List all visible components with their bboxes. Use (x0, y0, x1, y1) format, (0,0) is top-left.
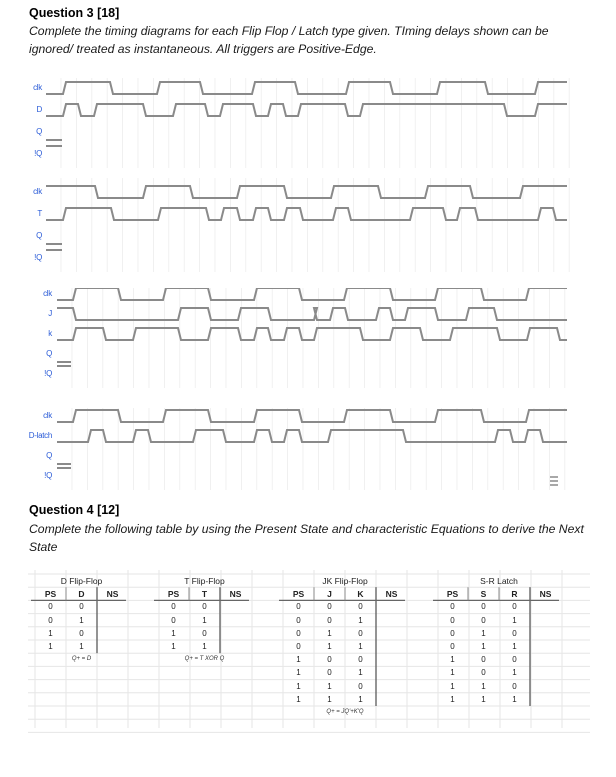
table-cell: 0 (358, 655, 363, 665)
table-cell: 1 (481, 694, 486, 704)
table-caption: S-R Latch (480, 576, 518, 586)
signal-label-t: T (37, 209, 42, 218)
table-cell: 0 (202, 602, 207, 612)
table-cell: 1 (481, 628, 486, 638)
waveform-d (46, 104, 567, 116)
column-header-ns: NS (539, 589, 552, 600)
table-cell: 0 (512, 655, 517, 665)
table-caption: T Flip-Flop (184, 576, 225, 586)
table-cell: 1 (512, 615, 517, 625)
table-cell: 0 (171, 615, 176, 625)
column-header-ns: NS (106, 589, 119, 600)
table-cell: 1 (481, 642, 486, 651)
column-header-r: R (511, 589, 518, 600)
signal-label-q: Q (36, 231, 42, 240)
column-header-j: J (327, 589, 332, 600)
table-cell: 1 (327, 642, 332, 651)
table-cell: 1 (512, 642, 517, 651)
signal-label-q: !Q (44, 471, 52, 480)
column-header-ns: NS (229, 589, 242, 600)
table-cell: 0 (481, 615, 486, 625)
table-cell: 0 (327, 602, 332, 612)
signal-label-d: D (36, 105, 42, 114)
table-cell: 1 (358, 615, 363, 625)
table-cell: 1 (79, 615, 84, 625)
signal-label-q: Q (46, 451, 52, 460)
characteristic-equation: Q+ = D (71, 656, 92, 663)
waveform-canvas (0, 408, 616, 490)
table-cell: 0 (79, 628, 84, 638)
table-cell: 1 (48, 628, 53, 638)
table-cell: 0 (358, 602, 363, 612)
table-cell: 0 (327, 655, 332, 665)
question-4-title: Question 4 [12] (29, 503, 120, 517)
signal-label-j: J (48, 309, 52, 318)
waveform-canvas (0, 178, 616, 272)
table-cell: 0 (79, 602, 84, 612)
column-header-d: D (78, 589, 85, 600)
table-cell: 1 (450, 681, 455, 691)
table-cell: 1 (327, 628, 332, 638)
characteristic-equation: Q+ = JQ'+K'Q (326, 709, 364, 715)
table-cell: 1 (48, 642, 53, 651)
table-cell: 0 (450, 615, 455, 625)
characteristic-equation: Q+ = T XOR Q (184, 656, 225, 663)
column-header-ps: PS (44, 589, 57, 600)
column-header-k: K (357, 589, 364, 600)
signal-label-q: Q (46, 349, 52, 358)
scroll-handle-icon[interactable] (550, 476, 558, 488)
table-cell: 0 (48, 602, 53, 612)
table-cell: 0 (512, 602, 517, 612)
table-cell: 1 (327, 694, 332, 704)
waveform-canvas (0, 78, 616, 168)
column-header-ps: PS (292, 589, 305, 600)
timing-diagram-d-latch (0, 408, 616, 490)
waveform-t (46, 208, 567, 220)
column-header-s: S (480, 589, 487, 600)
timing-diagram-jk-flipflop (0, 288, 616, 388)
table-cell: 1 (296, 694, 301, 704)
waveform-canvas (0, 288, 616, 388)
table-cell: 0 (358, 628, 363, 638)
table-cell: 1 (358, 642, 363, 651)
table-caption: JK Flip-Flop (322, 576, 368, 586)
signal-label-clk: clk (43, 411, 52, 420)
column-header-ps: PS (446, 589, 459, 600)
signal-label-clk: clk (43, 289, 52, 298)
table-cell: 0 (512, 681, 517, 691)
signal-label-clk: clk (33, 83, 42, 92)
column-header-ns: NS (385, 589, 398, 600)
table-cell: 0 (450, 642, 455, 651)
table-cell: 1 (171, 628, 176, 638)
table-cell: 0 (358, 681, 363, 691)
question-4-instructions: Complete the following table by using the Present State and characteristic Equations to derive the Next State (29, 522, 584, 554)
waveform-clk (46, 186, 567, 198)
table-cell: 1 (171, 642, 176, 651)
column-header-t: T (201, 589, 208, 600)
table-cell: 0 (481, 668, 486, 678)
state-tables (0, 570, 616, 740)
table-cell: 1 (358, 668, 363, 678)
question-3-instructions: Complete the timing diagrams for each Flip Flop / Latch type given. TIming delays shown can be ignored/ treated as instantaneous. All triggers are Positive-Edge. (29, 24, 549, 56)
table-cell: 1 (296, 681, 301, 691)
table-cell: 0 (296, 615, 301, 625)
timing-diagram-d-flipflop (0, 78, 616, 168)
table-cell: 1 (512, 694, 517, 704)
table-cell: 1 (450, 655, 455, 665)
table-cell: 1 (358, 694, 363, 704)
table-cell: 1 (202, 642, 207, 651)
table-cell: 1 (327, 681, 332, 691)
signal-label-q: !Q (44, 369, 52, 378)
table-cell: 0 (481, 655, 486, 665)
table-cell: 0 (296, 642, 301, 651)
table-cell: 1 (296, 655, 301, 665)
timing-diagram-t-flipflop (0, 178, 616, 272)
table-cell: 0 (481, 602, 486, 612)
table-cell: 0 (171, 602, 176, 612)
table-cell: 0 (450, 602, 455, 612)
table-cell: 0 (296, 628, 301, 638)
table-cell: 1 (512, 668, 517, 678)
signal-label-clk: clk (33, 187, 42, 196)
table-cell: 1 (481, 681, 486, 691)
table-cell: 0 (327, 668, 332, 678)
table-cell: 0 (48, 615, 53, 625)
table-cell: 0 (296, 602, 301, 612)
column-header-ps: PS (167, 589, 180, 600)
signal-label-dlatch: D-latch (28, 431, 52, 440)
table-cell: 1 (296, 668, 301, 678)
table-cell: 0 (202, 628, 207, 638)
table-cell: 1 (79, 642, 84, 651)
signal-label-q: !Q (34, 253, 42, 262)
table-cell: 1 (202, 615, 207, 625)
question-3-title: Question 3 [18] (29, 6, 120, 20)
table-cell: 0 (450, 628, 455, 638)
table-cell: 1 (450, 694, 455, 704)
table-cell: 0 (512, 628, 517, 638)
table-cell: 0 (327, 615, 332, 625)
signal-label-q: Q (36, 127, 42, 136)
table-cell: 1 (450, 668, 455, 678)
signal-label-q: !Q (34, 149, 42, 158)
signal-label-k: k (48, 329, 52, 338)
table-caption: D Flip-Flop (60, 576, 103, 586)
waveform-clk (46, 82, 567, 94)
